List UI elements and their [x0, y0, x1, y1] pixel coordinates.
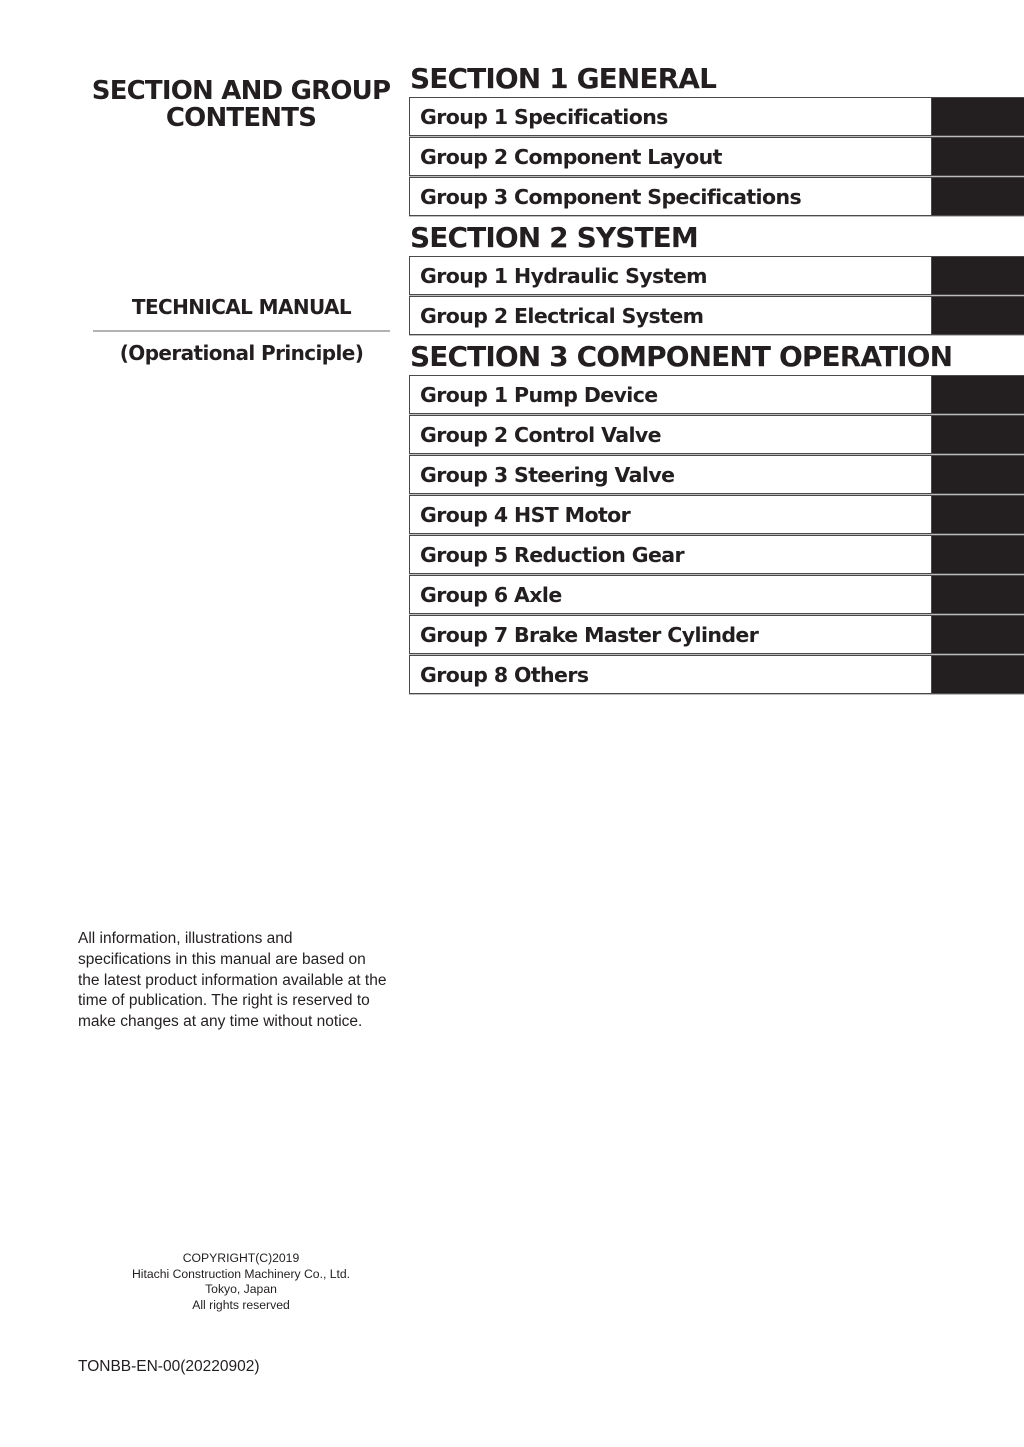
index-tab[interactable]	[931, 257, 1024, 294]
group-label: Group 2 Electrical System	[420, 303, 704, 328]
page-title-line-1: SECTION AND GROUP	[91, 76, 391, 106]
index-tab[interactable]	[931, 138, 1024, 175]
page-title	[80, 78, 402, 132]
copyright-line: COPYRIGHT(C)2019	[182, 1251, 300, 1265]
group-row-s2-g1[interactable]	[409, 256, 1024, 295]
group-row-s1-g2[interactable]	[409, 137, 1024, 176]
group-row-s3-g3[interactable]	[409, 455, 1024, 494]
group-row-s3-g2[interactable]	[409, 415, 1024, 454]
group-label: Group 1 Pump Device	[420, 382, 658, 407]
group-row-s3-g4[interactable]	[409, 495, 1024, 534]
copyright-rights: All rights reserved	[192, 1297, 290, 1312]
index-tab[interactable]	[931, 576, 1024, 613]
page-title-line-2: CONTENTS	[165, 103, 317, 133]
group-row-s3-g5[interactable]	[409, 535, 1024, 574]
group-label: Group 8 Others	[420, 662, 589, 687]
group-label: Group 2 Component Layout	[420, 144, 722, 169]
group-label: Group 3 Component Specifications	[420, 184, 802, 209]
group-row-s3-g8[interactable]	[409, 655, 1024, 694]
section-heading-3: SECTION 3 COMPONENT OPERATION	[410, 340, 953, 373]
index-tab[interactable]	[931, 98, 1024, 135]
copyright-block	[100, 1251, 382, 1313]
index-tab[interactable]	[931, 536, 1024, 573]
group-label: Group 1 Hydraulic System	[420, 263, 707, 288]
section-heading-2: SECTION 2 SYSTEM	[410, 221, 698, 254]
copyright-company: Hitachi Construction Machinery Co., Ltd.	[131, 1266, 351, 1281]
group-label: Group 1 Specifications	[420, 104, 668, 129]
index-tab[interactable]	[931, 376, 1024, 413]
index-tab[interactable]	[931, 297, 1024, 334]
manual-type: TECHNICAL MANUAL	[131, 295, 352, 319]
group-row-s3-g1[interactable]	[409, 375, 1024, 414]
section-heading-1: SECTION 1 GENERAL	[410, 62, 717, 95]
index-tab[interactable]	[931, 616, 1024, 653]
index-tab[interactable]	[931, 656, 1024, 693]
index-tab[interactable]	[931, 456, 1024, 493]
index-tab[interactable]	[931, 178, 1024, 215]
section-contents	[409, 62, 1024, 695]
divider	[93, 330, 390, 332]
group-label: Group 4 HST Motor	[420, 502, 631, 527]
group-label: Group 2 Control Valve	[420, 422, 661, 447]
group-row-s2-g2[interactable]	[409, 296, 1024, 335]
document-code: TONBB-EN-00(20220902)	[78, 1358, 260, 1375]
group-row-s3-g7[interactable]	[409, 615, 1024, 654]
index-tab[interactable]	[931, 416, 1024, 453]
group-row-s1-g1[interactable]	[409, 97, 1024, 136]
disclaimer-text: All information, illustrations and specifications in this manual are based on the latest product information available at the time of publication. The right is reserved to make changes at any time without notice.	[78, 930, 387, 1031]
copyright-location: Tokyo, Japan	[205, 1282, 277, 1297]
group-label: Group 6 Axle	[420, 582, 562, 607]
group-label: Group 5 Reduction Gear	[420, 542, 685, 567]
group-row-s1-g3[interactable]	[409, 177, 1024, 216]
index-tab[interactable]	[931, 496, 1024, 533]
group-label: Group 7 Brake Master Cylinder	[420, 622, 759, 647]
manual-subtitle: (Operational Principle)	[119, 341, 364, 365]
group-row-s3-g6[interactable]	[409, 575, 1024, 614]
group-label: Group 3 Steering Valve	[420, 462, 675, 487]
